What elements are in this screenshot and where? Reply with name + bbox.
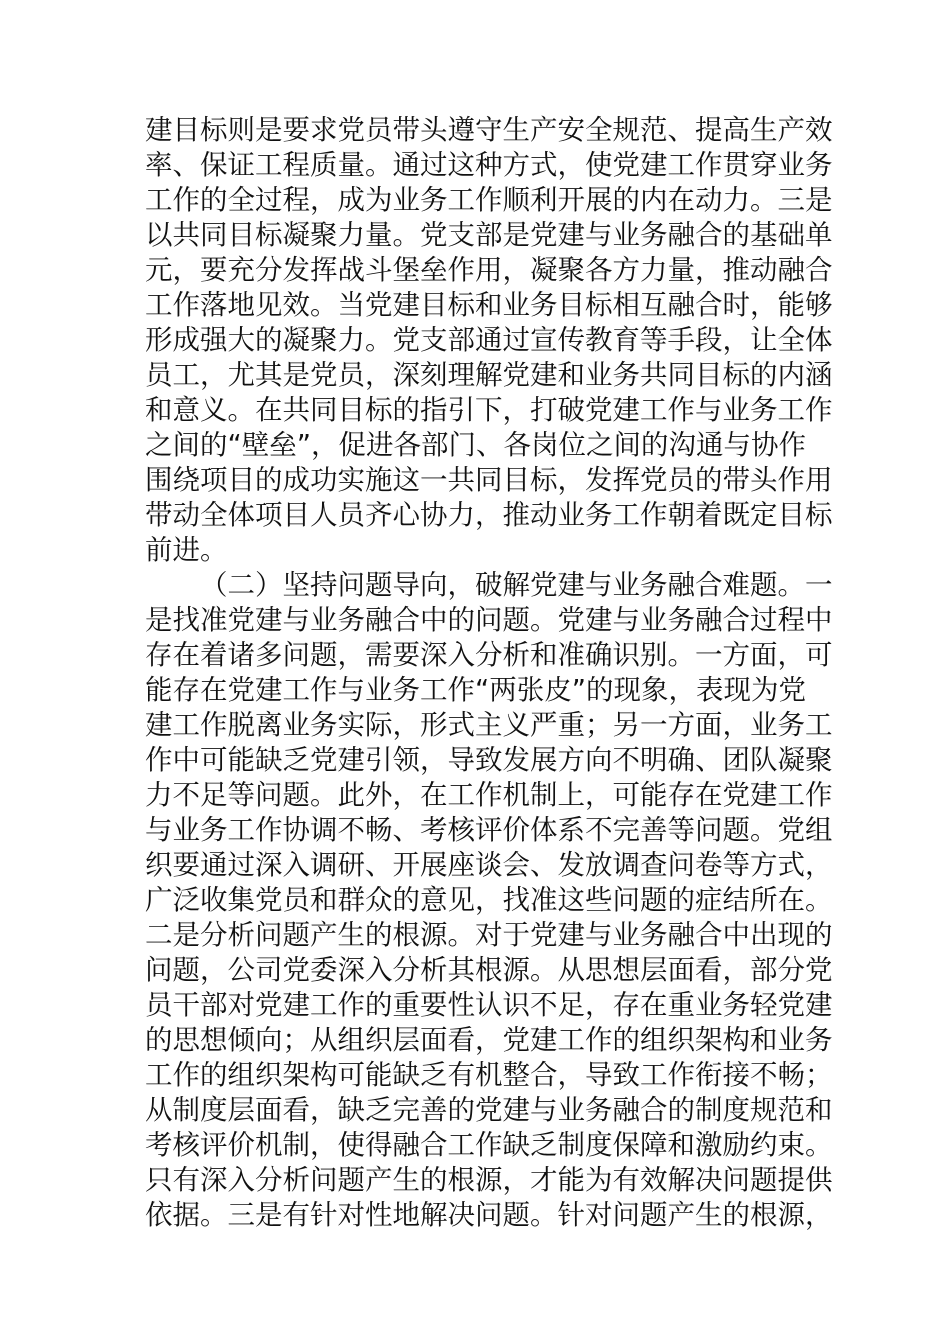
text-line: 的思想倾向；从组织层面看，党建工作的组织架构和业务	[145, 1024, 833, 1056]
text-line: 织要通过深入调研、开展座谈会、发放调查问卷等方式，	[145, 849, 833, 881]
text-line: 之间的“壁垒”，促进各部门、各岗位之间的沟通与协作	[145, 429, 806, 461]
text-line: 工作落地见效。当党建目标和业务目标相互融合时，能够	[145, 289, 833, 321]
text-line: 工作的全过程，成为业务工作顺利开展的内在动力。三是	[145, 184, 833, 216]
text-line: 建目标则是要求党员带头遵守生产安全规范、提高生产效	[145, 114, 833, 146]
text-line: 只有深入分析问题产生的根源，才能为有效解决问题提供	[145, 1164, 833, 1196]
text-line: 和意义。在共同目标的指引下，打破党建工作与业务工作	[145, 394, 833, 426]
text-line: 形成强大的凝聚力。党支部通过宣传教育等手段，让全体	[145, 324, 833, 356]
text-line: 问题，公司党委深入分析其根源。从思想层面看，部分党	[145, 954, 833, 986]
text-line: 工作的组织架构可能缺乏有机整合，导致工作衔接不畅；	[145, 1059, 833, 1091]
text-line: 前进。	[145, 534, 228, 566]
body-text	[145, 113, 833, 1233]
text-line: 能存在党建工作与业务工作“两张皮”的现象，表现为党	[145, 674, 806, 706]
text-line: 二是分析问题产生的根源。对于党建与业务融合中出现的	[145, 919, 833, 951]
text-line: 以共同目标凝聚力量。党支部是党建与业务融合的基础单	[145, 219, 833, 251]
text-line: 广泛收集党员和群众的意见，找准这些问题的症结所在。	[145, 884, 833, 916]
text-line: 员工，尤其是党员，深刻理解党建和业务共同目标的内涵	[145, 359, 833, 391]
text-line: 是找准党建与业务融合中的问题。党建与业务融合过程中	[145, 604, 833, 636]
text-line: 依据。三是有针对性地解决问题。针对问题产生的根源，	[145, 1199, 833, 1231]
text-line: 作中可能缺乏党建引领，导致发展方向不明确、团队凝聚	[145, 744, 833, 776]
text-line: 建工作脱离业务实际，形式主义严重；另一方面，业务工	[145, 709, 833, 741]
text-line: 从制度层面看，缺乏完善的党建与业务融合的制度规范和	[145, 1094, 833, 1126]
text-line: 与业务工作协调不畅、考核评价体系不完善等问题。党组	[145, 814, 833, 846]
section-heading-line: （二）坚持问题导向，破解党建与业务融合难题。一	[200, 569, 833, 601]
text-line: 围绕项目的成功实施这一共同目标，发挥党员的带头作用	[145, 464, 833, 496]
text-line: 力不足等问题。此外，在工作机制上，可能存在党建工作	[145, 779, 833, 811]
text-line: 考核评价机制，使得融合工作缺乏制度保障和激励约束。	[145, 1129, 833, 1161]
text-line: 员干部对党建工作的重要性认识不足，存在重业务轻党建	[145, 989, 833, 1021]
text-line: 存在着诸多问题，需要深入分析和准确识别。一方面，可	[145, 639, 833, 671]
text-line: 率、保证工程质量。通过这种方式，使党建工作贯穿业务	[145, 149, 833, 181]
text-line: 带动全体项目人员齐心协力，推动业务工作朝着既定目标	[145, 499, 833, 531]
text-line: 元，要充分发挥战斗堡垒作用，凝聚各方力量，推动融合	[145, 254, 833, 286]
